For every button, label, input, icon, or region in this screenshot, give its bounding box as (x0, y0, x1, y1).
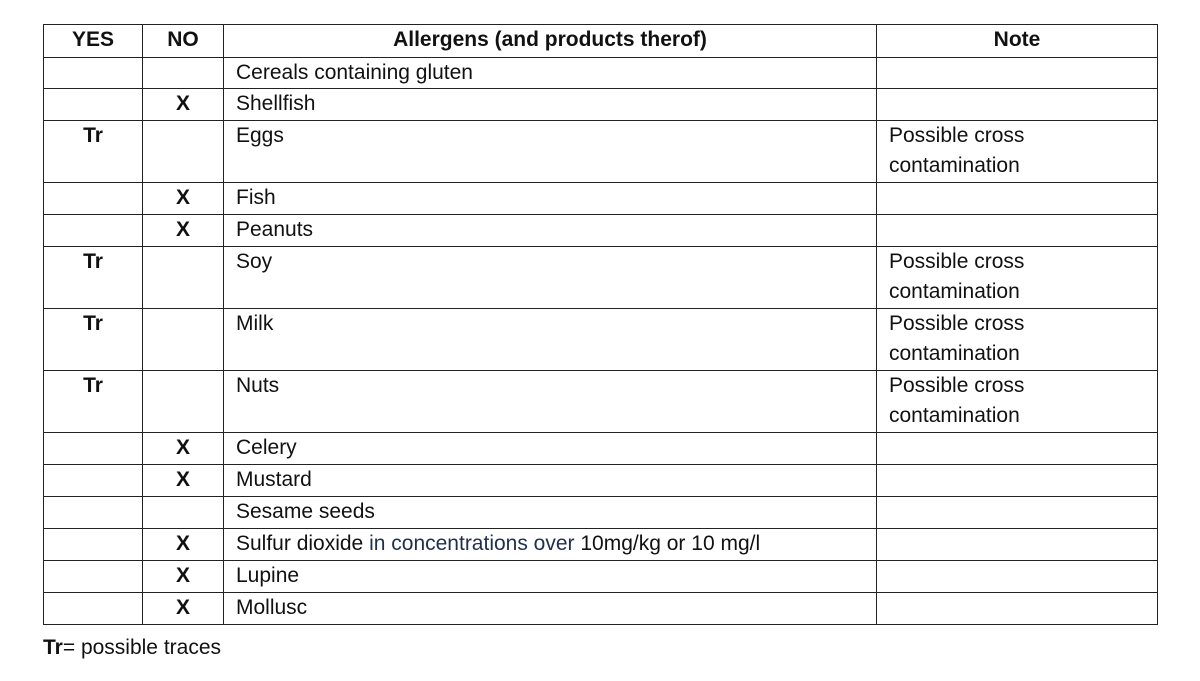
note-cell (877, 89, 1158, 121)
note-cell (877, 529, 1158, 561)
no-cell (143, 247, 224, 309)
allergen-table (43, 24, 1158, 625)
yes-cell (44, 89, 143, 121)
allergen-name: Sulfur dioxide (236, 532, 364, 555)
table-row (44, 433, 1158, 465)
allergen-name: Celery (236, 436, 297, 459)
no-cell (143, 497, 224, 529)
yes-cell (44, 183, 143, 215)
no-cell: X (143, 89, 224, 121)
note-cell (877, 561, 1158, 593)
no-cell: X (143, 593, 224, 625)
yes-cell (44, 215, 143, 247)
yes-cell: Tr (44, 309, 143, 371)
note-cell (877, 465, 1158, 497)
allergen-name: Peanuts (236, 218, 314, 241)
yes-cell (44, 497, 143, 529)
table-row (44, 183, 1158, 215)
allergen-cell (224, 593, 877, 625)
allergen-cell (224, 561, 877, 593)
header-no: NO (143, 25, 224, 58)
header-row (44, 25, 1158, 58)
allergen-name: Milk (236, 312, 274, 335)
allergen-name: Mollusc (236, 596, 308, 619)
note-cell (877, 593, 1158, 625)
allergen-cell (224, 433, 877, 465)
footnote (43, 634, 221, 662)
no-cell: X (143, 561, 224, 593)
yes-cell (44, 58, 143, 89)
note-cell (877, 58, 1158, 89)
allergen-name: Fish (236, 186, 276, 209)
no-cell (143, 371, 224, 433)
allergen-cell (224, 371, 877, 433)
yes-cell (44, 529, 143, 561)
table-row (44, 465, 1158, 497)
footnote-text: = possible traces (62, 636, 222, 659)
table-row (44, 89, 1158, 121)
yes-cell: Tr (44, 247, 143, 309)
allergen-cell (224, 465, 877, 497)
allergen-threshold: 10mg/kg or 10 mg/l (580, 532, 761, 555)
note-cell (877, 215, 1158, 247)
allergen-cell (224, 215, 877, 247)
no-cell: X (143, 465, 224, 497)
allergen-name: Mustard (236, 468, 312, 491)
note-cell: Possible cross contamination (877, 371, 1158, 433)
table-row (44, 121, 1158, 183)
table-row (44, 247, 1158, 309)
allergen-cell (224, 89, 877, 121)
table-body (44, 58, 1158, 625)
header-note: Note (877, 25, 1158, 58)
yes-cell: Tr (44, 371, 143, 433)
no-cell (143, 309, 224, 371)
table-row (44, 593, 1158, 625)
footnote-key: Tr (43, 636, 63, 659)
allergen-cell (224, 183, 877, 215)
allergen-cell (224, 121, 877, 183)
yes-cell (44, 593, 143, 625)
allergen-cell (224, 529, 877, 561)
no-cell: X (143, 215, 224, 247)
allergen-name: Soy (236, 250, 273, 273)
note-cell (877, 183, 1158, 215)
no-cell: X (143, 433, 224, 465)
allergen-cell (224, 497, 877, 529)
note-cell: Possible cross contamination (877, 247, 1158, 309)
yes-cell: Tr (44, 121, 143, 183)
no-cell (143, 58, 224, 89)
allergen-cell (224, 58, 877, 89)
table-row (44, 561, 1158, 593)
allergen-name: Cereals containing gluten (236, 61, 473, 84)
no-cell: X (143, 183, 224, 215)
header-yes: YES (44, 25, 143, 58)
note-cell (877, 433, 1158, 465)
no-cell (143, 121, 224, 183)
allergen-cell (224, 247, 877, 309)
allergen-name: Shellfish (236, 92, 316, 115)
header-allergen: Allergens (and products therof) (224, 25, 877, 58)
allergen-qualifier: in concentrations over (363, 532, 581, 555)
yes-cell (44, 561, 143, 593)
table-row (44, 497, 1158, 529)
yes-cell (44, 465, 143, 497)
table-row (44, 371, 1158, 433)
allergen-cell (224, 309, 877, 371)
table-row (44, 529, 1158, 561)
allergen-name: Nuts (236, 374, 280, 397)
allergen-name: Sesame seeds (236, 500, 375, 523)
yes-cell (44, 433, 143, 465)
table-row (44, 58, 1158, 89)
no-cell: X (143, 529, 224, 561)
allergen-name: Lupine (236, 564, 300, 587)
note-cell: Possible cross contamination (877, 309, 1158, 371)
table-row (44, 215, 1158, 247)
note-cell: Possible cross contamination (877, 121, 1158, 183)
allergen-name: Eggs (236, 124, 284, 147)
table-row (44, 309, 1158, 371)
note-cell (877, 497, 1158, 529)
